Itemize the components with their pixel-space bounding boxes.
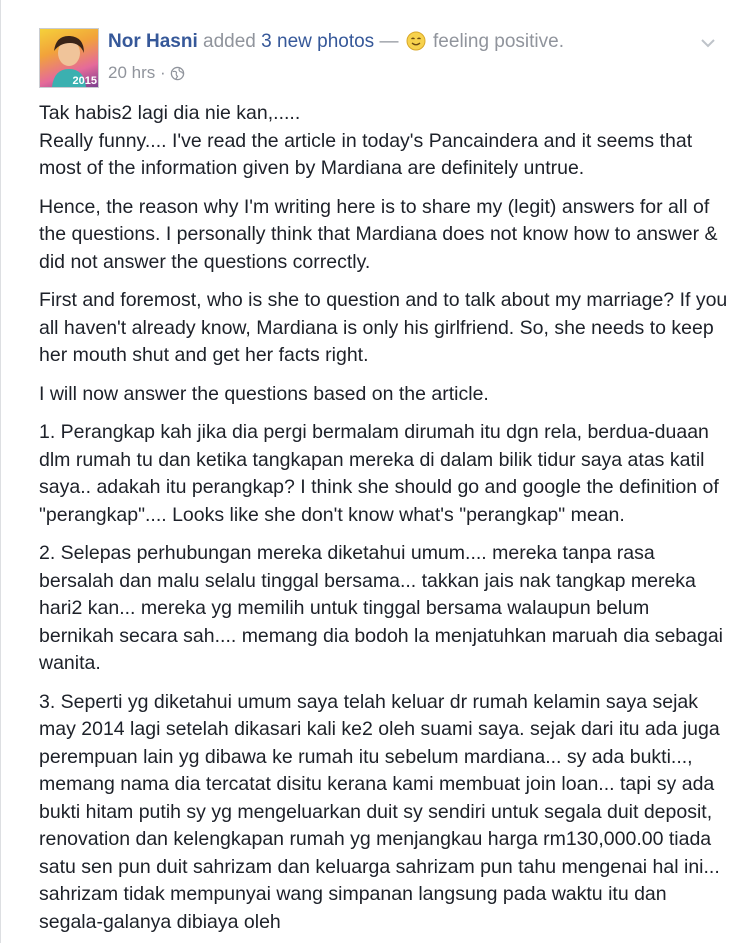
post-paragraph: 3. Seperti yg diketahui umum saya telah keluar dr rumah kelamin saya sejak may 2014 lagi setelah dikasari kali ke2 oleh suami saya. sejak dari itu ada juga perempuan lain yg dibawa ke rumah itu sebelum mardiana... sy ada bukti..., memang nama dia tercatat disitu kerana kami membuat join loan... tapi sy ada bukti hitam putih sy yg mengeluarkan duit sy sendiri untuk segala duit deposit, renovation dan kelengkapan rumah yg menjangkau harga rm130,000.00 tiada satu sen pun duit sahrizam dan keluarga sahrizam pun tahu mengenai hal ini... sahrizam tidak mempunyai wang simpanan langsung pada waktu itu dan segala-galanya dibiaya oleh bbox=[39, 690, 720, 933]
post-author-line bbox=[108, 31, 564, 57]
post-header bbox=[1, 0, 750, 92]
post-paragraph: 1. Perangkap kah jika dia pergi bermalam dirumah itu dgn rela, berdua-duaan dlm rumah tu dan ketika tangkapan mereka di dalam bilik tidur saya atas katil saya.. adakah itu perangkap? I think she should go and google the definition of "perangkap".... Looks like she don't know what's "perangkap" mean. bbox=[39, 421, 719, 526]
avatar[interactable] bbox=[39, 28, 99, 88]
feeling-text: feeling positive. bbox=[433, 31, 564, 52]
post-paragraph: Hence, the reason why I'm writing here is to share my (legit) answers for all of the questions. I personally think that Mardiana does not know how to answer & did not answer the questions correctly. bbox=[39, 195, 718, 273]
avatar-badge: 2015 bbox=[72, 75, 97, 87]
post-paragraph: 2. Selepas perhubungan mereka diketahui umum.... mereka tanpa rasa bersalah dan malu selalu tinggal bersama... takkan jais nak tangkap mereka hari2 kan... mereka yg memilih untuk tinggal bersama walaupun belum bernikah secara sah.... memang dia bodoh la menjatuhkan maruah dia sebagai wanita. bbox=[39, 542, 724, 674]
meta-dot: · bbox=[159, 63, 166, 82]
dash-separator: — bbox=[379, 31, 399, 52]
chevron-down-icon[interactable] bbox=[700, 36, 716, 54]
globe-icon[interactable] bbox=[170, 63, 185, 82]
post-body bbox=[39, 100, 729, 947]
post-meta bbox=[108, 63, 185, 83]
post-timestamp[interactable]: 20 hrs bbox=[108, 63, 156, 82]
post-paragraph: I will now answer the questions based on the article. bbox=[39, 382, 489, 405]
action-prefix: added bbox=[203, 31, 256, 52]
post-paragraph: First and foremost, who is she to question and to talk about my marriage? If you all haven't already know, Mardiana is only his girlfriend. So, she needs to keep her mouth shut and get her facts right. bbox=[39, 289, 728, 366]
photos-link[interactable]: 3 new photos bbox=[261, 31, 375, 52]
post-paragraph: Tak habis2 lagi dia nie kan,..... Really funny.... I've read the article in today's Pancaindera and it seems that most of the information given by Mardiana are definitely untrue. bbox=[39, 102, 693, 179]
author-name[interactable]: Nor Hasni bbox=[108, 31, 198, 52]
smiling-face-icon bbox=[406, 31, 426, 57]
